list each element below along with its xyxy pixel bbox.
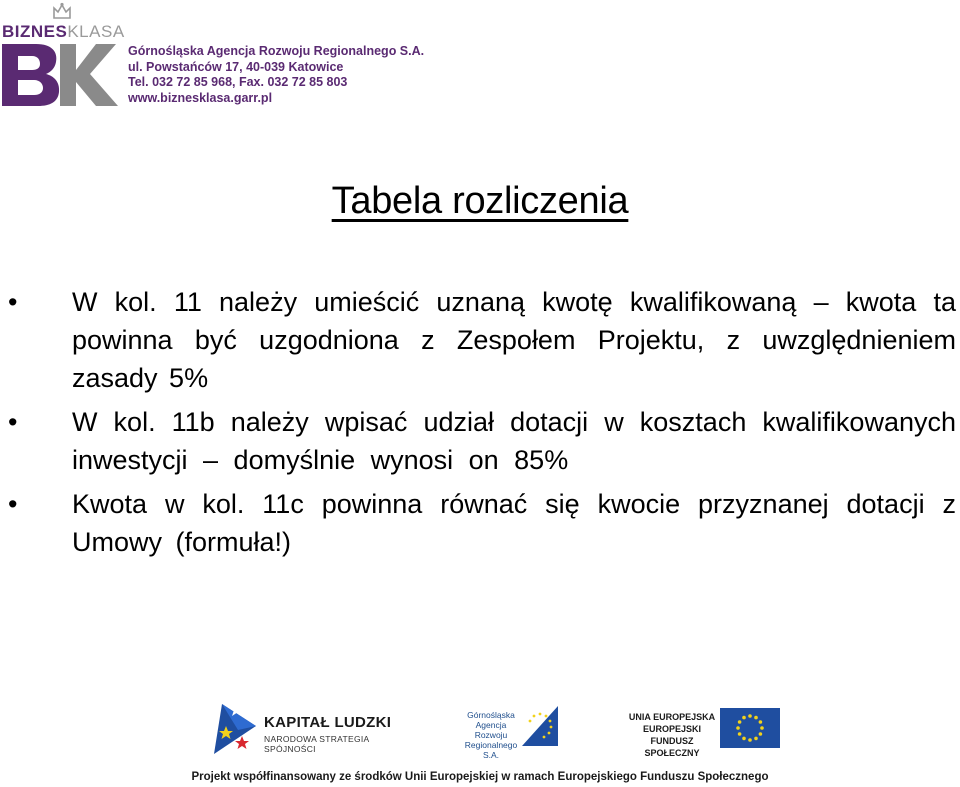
eu-line: UNIA EUROPEJSKA: [628, 712, 716, 722]
crown-icon: [52, 2, 72, 20]
bullet-item: • W kol. 11 należy umieścić uznaną kwotę kwalifikowaną – kwota ta powinna być uzgodniona z Zespołem Projektu, z uwzględnieniem zasady 5%: [0, 283, 960, 397]
bullet-item: • W kol. 11b należy wpisać udział dotacji w kosztach kwalifikowanych inwestycji – domyślnie wynosi on 85%: [0, 403, 960, 479]
brand-wordmark: [2, 22, 125, 42]
garr-text: [460, 710, 522, 760]
garr-line: Regionalnego S.A.: [464, 740, 518, 760]
bullet-item: • Kwota w kol. 11c powinna równać się kwocie przyznanej dotacji z Umowy (formuła!): [0, 485, 960, 561]
brand-light: KLASA: [67, 22, 125, 41]
eu-line: FUNDUSZ SPOŁECZNY: [644, 736, 700, 758]
kapital-ludzki-logo: [212, 696, 412, 758]
company-street: ul. Powstańców 17, 40-039 Katowice: [128, 59, 344, 74]
garr-line: Górnośląska: [467, 710, 515, 720]
footer-cofinancing-note: Projekt współfinansowany ze środków Unii Europejskiej w ramach Europejskiego Funduszu Społecznego: [191, 771, 769, 783]
eu-line: EUROPEJSKI: [642, 724, 702, 734]
company-website: www.biznesklasa.garr.pl: [128, 90, 273, 105]
eu-text: [628, 711, 716, 759]
company-name: Górnośląska Agencja Rozwoju Regionalnego S.A.: [128, 44, 425, 58]
page-title: Tabela rozliczenia: [331, 180, 629, 222]
kapital-ludzki-title: KAPITAŁ LUDZKI: [264, 714, 392, 731]
garr-logo: [460, 704, 560, 760]
biznesklasa-logo: [0, 0, 125, 112]
company-address-block: [128, 44, 424, 106]
bk-monogram-icon: [2, 42, 118, 108]
eu-social-fund-logo: [628, 706, 788, 758]
brand-bold: BIZNES: [2, 22, 68, 41]
eu-flag-icon: [720, 708, 780, 748]
garr-emblem-icon: [522, 706, 558, 746]
company-phone: Tel. 032 72 85 968, Fax. 032 72 85 803: [128, 75, 348, 89]
kapital-ludzki-subtitle: NARODOWA STRATEGIA SPÓJNOŚCI: [264, 734, 370, 754]
bullet-list: [0, 283, 960, 567]
garr-line: Agencja Rozwoju: [474, 720, 508, 740]
kapital-ludzki-icon: [212, 696, 260, 758]
